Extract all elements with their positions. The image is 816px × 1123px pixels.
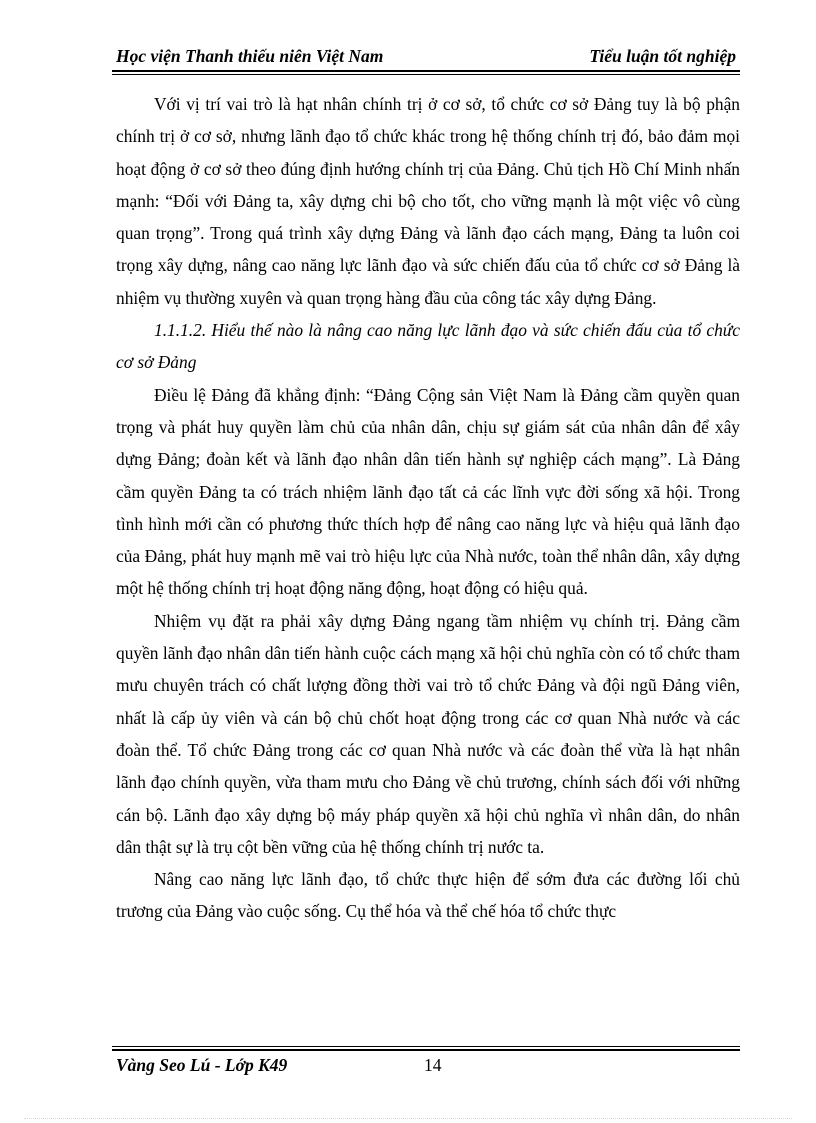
footer-rule-thick [112,1049,740,1051]
paragraph-party-charter: Điều lệ Đảng đã khẳng định: “Đảng Cộng sản Việt Nam là Đảng cầm quyền quan trọng và phát huy quyền làm chủ của nhân dân, chịu sự giám sát của nhân dân để xây dựng Đảng; đoàn kết và lãnh đạo nhân dân tiến hành sự nghiệp cách mạng”. Là Đảng cầm quyền Đảng ta có trách nhiệm lãnh đạo tất cả các lĩnh vực đời sống xã hội. Trong tình hình mới cần có phương thức thích hợp để nâng cao năng lực và hiệu quả lãnh đạo của Đảng, phát huy mạnh mẽ vai trò hiệu lực của Nhà nước, toàn thể nhân dân, xây dựng một hệ thống chính trị hoạt động năng động, hoạt động có hiệu quả. [116,384,740,599]
footer-rule-thin [112,1046,740,1047]
page-number: 14 [424,1055,442,1075]
footer-author: Vàng Seo Lú - Lớp K49 [116,1055,288,1075]
paragraph-tasks: Nhiệm vụ đặt ra phải xây dựng Đảng ngang tầm nhiệm vụ chính trị. Đảng cầm quyền lãnh đạo nhân dân tiến hành cuộc cách mạng xã hội chủ nghĩa còn có tổ chức tham mưu chuyên trách có chất lượng đồng thời vai trò tổ chức Đảng và đội ngũ Đảng viên, nhất là cấp ủy viên và cán bộ chủ chốt hoạt động trong các cơ quan Nhà nước và các đoàn thể. Tổ chức Đảng trong các cơ quan Nhà nước và các đoàn thể vừa là hạt nhân lãnh đạo chính quyền, vừa tham mưu cho Đảng về chủ trương, chính sách đối với những cán bộ. Lãnh đạo xây dựng bộ máy pháp quyền xã hội chủ nghĩa vì nhân dân, do nhân dân thật sự là trụ cột bền vững của hệ thống chính trị nước ta. [116,610,740,857]
paragraph-intro: Với vị trí vai trò là hạt nhân chính trị ở cơ sở, tổ chức cơ sở Đảng tuy là bộ phận chính trị ở cơ sở, nhưng lãnh đạo tổ chức khác trong hệ thống chính trị đó, bảo đảm mọi hoạt động ở cơ sở theo đúng định hướng chính trị của Đảng. Chủ tịch Hồ Chí Minh nhấn mạnh: “Đối với Đảng ta, xây dựng chi bộ cho tốt, cho vững mạnh là một việc vô cùng quan trọng”. Trong quá trình xây dựng Đảng và lãnh đạo cách mạng, Đảng ta luôn coi trọng xây dựng, nâng cao năng lực lãnh đạo và sức chiến đấu của tổ chức cơ sở Đảng là nhiệm vụ thường xuyên và quan trọng hàng đầu của công tác xây dựng Đảng. [116,94,740,308]
header-rule-thin [112,74,740,75]
page-edge-divider [24,1118,792,1119]
document-body [116,88,740,928]
section-heading: 1.1.1.2. Hiểu thế nào là nâng cao năng lực lãnh đạo và sức chiến đấu của tổ chức cơ sở Đảng [116,320,740,373]
header-document-type: Tiểu luận tốt nghiệp [589,46,736,66]
header-institution: Học viện Thanh thiếu niên Việt Nam [116,46,384,66]
paragraph-capacity: Nâng cao năng lực lãnh đạo, tổ chức thực hiện để sớm đưa các đường lối chủ trương của Đảng vào cuộc sống. Cụ thể hóa và thể chế hóa tổ chức thực [116,869,740,922]
header-rule-thick [112,70,740,72]
